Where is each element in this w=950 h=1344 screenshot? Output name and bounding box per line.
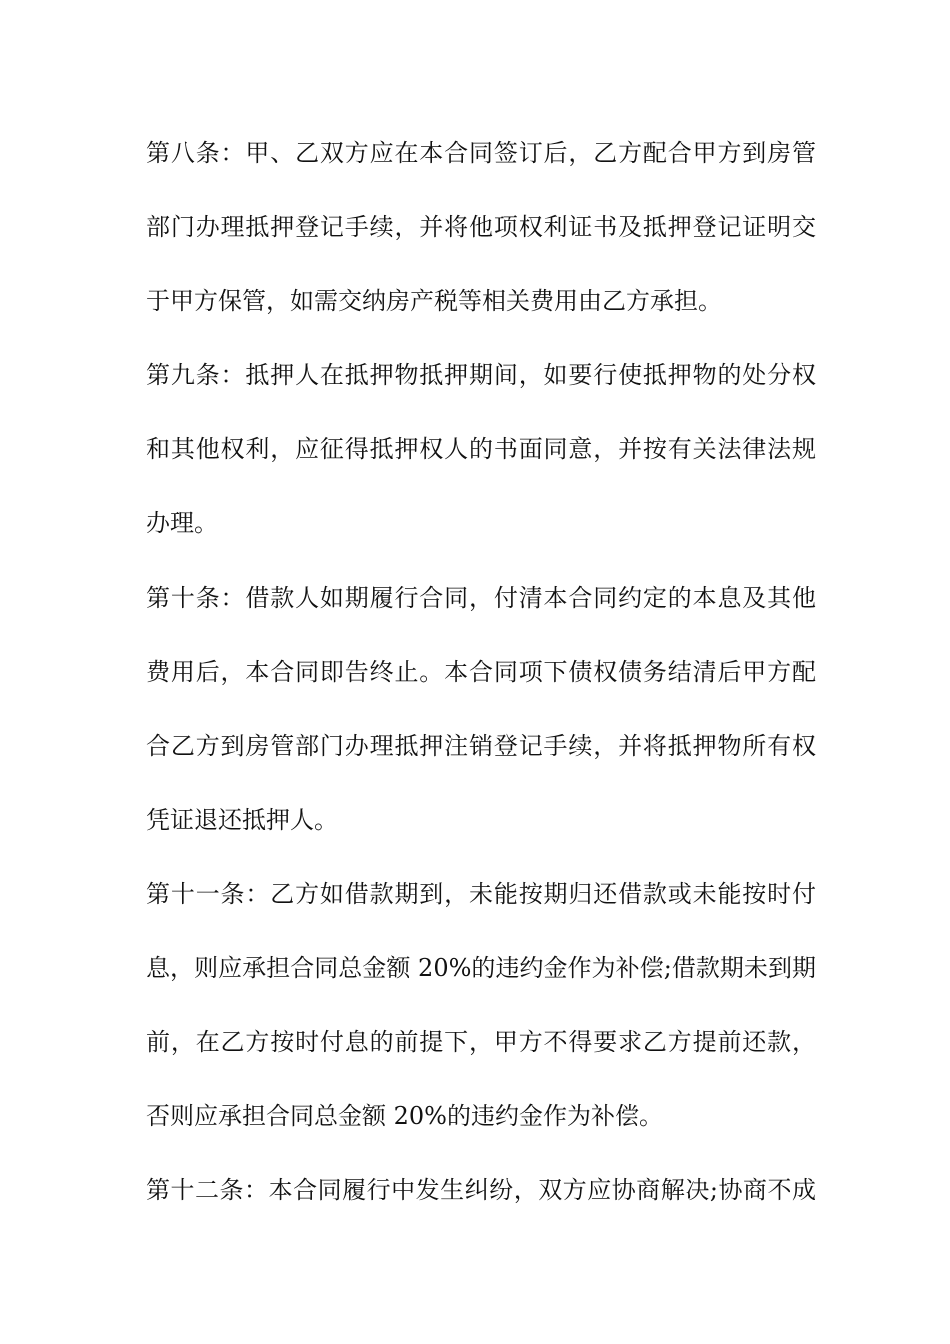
text-line: 第十一条：乙方如借款期到，未能按期归还借款或未能按时付 <box>146 880 816 908</box>
text-line: 第十二条：本合同履行中发生纠纷，双方应协商解决;协商不成 <box>146 1176 816 1204</box>
text-line: 否则应承担合同总金额 20%的违约金作为补偿。 <box>146 1102 663 1130</box>
text-line: 前，在乙方按时付息的前提下，甲方不得要求乙方提前还款， <box>146 1028 816 1056</box>
text-line: 合乙方到房管部门办理抵押注销登记手续，并将抵押物所有权 <box>146 732 816 760</box>
text-line: 第八条：甲、乙双方应在本合同签订后，乙方配合甲方到房管 <box>146 139 816 167</box>
text-line: 第十条：借款人如期履行合同，付清本合同约定的本息及其他 <box>146 584 816 612</box>
text-line: 第九条：抵押人在抵押物抵押期间，如要行使抵押物的处分权 <box>146 361 816 389</box>
text-line: 凭证退还抵押人。 <box>146 806 338 834</box>
text-line: 部门办理抵押登记手续，并将他项权利证书及抵押登记证明交 <box>146 213 816 241</box>
text-line: 于甲方保管，如需交纳房产税等相关费用由乙方承担。 <box>146 287 722 315</box>
text-line: 和其他权利，应征得抵押权人的书面同意，并按有关法律法规 <box>146 435 816 463</box>
text-line: 费用后，本合同即告终止。本合同项下债权债务结清后甲方配 <box>146 658 816 686</box>
text-line: 息，则应承担合同总金额 20%的违约金作为补偿;借款期未到期 <box>146 954 816 982</box>
text-line: 办理。 <box>146 509 218 537</box>
